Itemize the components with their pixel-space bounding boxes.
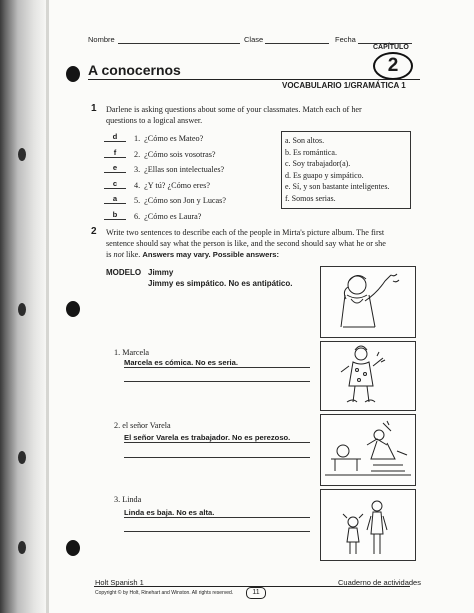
question-item: 2. ¿Cómo sois vosotras? — [134, 149, 216, 159]
answer-option: e. Sí, y son bastante inteligentes. — [285, 182, 390, 191]
marcela-illustration — [320, 341, 416, 411]
answer-options-box — [281, 131, 411, 209]
answers-note: Answers may vary. Possible answers: — [142, 250, 280, 259]
item-1-answer[interactable]: Marcela es cómica. No es seria. — [124, 358, 238, 367]
answer-option: d. Es guapo y simpático. — [285, 170, 364, 180]
linda-illustration — [320, 489, 416, 561]
answer-blank[interactable]: f — [104, 148, 126, 158]
question-item: 5. ¿Cómo son Jon y Lucas? — [134, 196, 227, 205]
answer-blank[interactable]: b — [104, 210, 126, 220]
modelo-answer: Jimmy es simpático. No es antipático. — [148, 279, 293, 288]
answer-blank[interactable]: a — [104, 194, 126, 204]
footer-copyright: Copyright © by Holt, Rinehart and Winston. All rights reserved. — [95, 590, 234, 596]
clase-label: Clase — [244, 35, 264, 44]
answer-option: c. Soy trabajador(a). — [285, 159, 351, 168]
item-3-answer[interactable]: Linda es baja. No es alta. — [124, 508, 215, 517]
item-3-answer-line — [124, 517, 310, 518]
modelo-name: Jimmy — [148, 268, 174, 277]
binder-hole-left — [18, 451, 26, 464]
nombre-line[interactable] — [118, 43, 240, 44]
exercise-2-number: 2 — [91, 226, 97, 237]
answer-blank[interactable]: d — [104, 132, 126, 142]
senor-varela-illustration — [320, 414, 416, 486]
item-1-second-line[interactable] — [124, 381, 310, 382]
exercise-2-instructions: Write two sentences to describe each of the people in Mirta's picture album. The first sentence should say what the person is like, and the second should say what he or she is not like. Answers may vary. Possible answers: — [106, 228, 386, 259]
question-item: 3. ¿Ellas son intelectuales? — [134, 165, 225, 174]
item-2-second-line[interactable] — [124, 457, 310, 458]
item-2-answer-line — [124, 442, 310, 443]
fecha-label: Fecha — [335, 35, 356, 44]
answer-option: b. Es romántica. — [285, 147, 337, 157]
answer-option: a. Son altos. — [285, 136, 325, 145]
punch-hole — [66, 301, 80, 317]
binder-hole-left — [18, 148, 26, 161]
footer-workbook-title: Cuaderno de actividades — [338, 578, 421, 587]
item-2-answer[interactable]: El señor Varela es trabajador. No es perezoso. — [124, 433, 291, 442]
modelo-label: MODELO — [106, 268, 142, 277]
item-3-second-line[interactable] — [124, 531, 310, 532]
jimmy-illustration — [320, 266, 416, 338]
item-1-answer-line — [124, 367, 310, 368]
chapter-number-badge: 2 — [373, 52, 413, 80]
clase-line[interactable] — [265, 43, 329, 44]
page-edge — [46, 0, 49, 613]
title-rule — [88, 79, 420, 80]
punch-hole — [66, 540, 80, 556]
item-3-prompt: 3. Linda — [114, 495, 142, 504]
question-item: 1. ¿Cómo es Mateo? — [134, 134, 204, 143]
page-title: A conocernos — [88, 62, 181, 78]
binder-hole-left — [18, 541, 26, 554]
footer-book-title: Holt Spanish 1 — [95, 578, 144, 587]
question-item: 6. ¿Cómo es Laura? — [134, 211, 202, 221]
exercise-1-instructions: Darlene is asking questions about some of your classmates. Match each of her questions to a logical answer. — [106, 105, 362, 125]
item-2-prompt: 2. el señor Varela — [114, 421, 171, 430]
answer-blank[interactable]: e — [104, 163, 126, 173]
section-label: VOCABULARIO 1/GRAMÁTICA 1 — [282, 81, 406, 90]
nombre-label: Nombre — [88, 35, 115, 44]
page-number: 11 — [246, 587, 266, 599]
answer-blank[interactable]: c — [104, 179, 126, 189]
binder-hole-left — [18, 303, 26, 316]
question-item: 4. ¿Y tú? ¿Cómo eres? — [134, 180, 210, 190]
punch-hole — [66, 66, 80, 82]
exercise-1-number: 1 — [91, 103, 97, 114]
answer-option: f. Somos serias. — [285, 193, 336, 203]
capitulo-label: CAPÍTULO — [373, 44, 409, 51]
item-1-prompt: 1. Marcela — [114, 348, 150, 357]
